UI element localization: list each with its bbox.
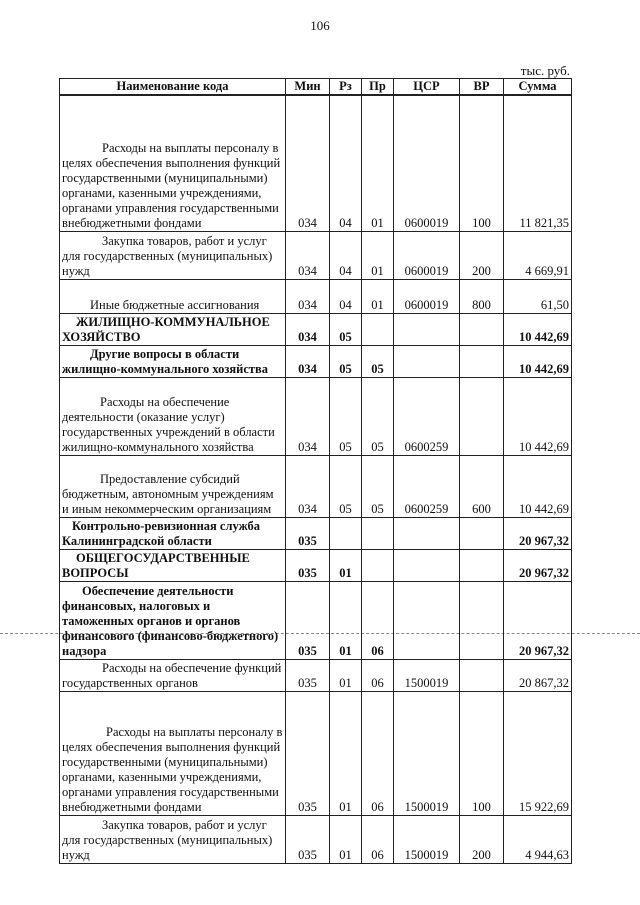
row-rz: 01: [330, 659, 362, 691]
row-vr: [460, 517, 504, 549]
row-rz: 01: [330, 815, 362, 863]
row-rz: 05: [330, 345, 362, 377]
row-min: 034: [286, 313, 330, 345]
row-min: 035: [286, 581, 330, 659]
row-rz: 05: [330, 455, 362, 517]
row-min: 035: [286, 517, 330, 549]
table-row: [60, 659, 572, 691]
row-pr: 06: [362, 659, 394, 691]
row-csr: [394, 345, 460, 377]
table-row: [60, 581, 572, 659]
row-rz: [330, 517, 362, 549]
row-rz: 04: [330, 279, 362, 313]
row-name: Иные бюджетные ассигнования: [60, 279, 286, 313]
row-csr: 0600019: [394, 95, 460, 231]
row-rz: 05: [330, 313, 362, 345]
row-sum: 10 442,69: [504, 377, 572, 455]
row-name: Закупка товаров, работ и услуг для государственных (муниципальных) нужд: [60, 231, 286, 279]
row-sum: 20 867,32: [504, 659, 572, 691]
row-sum: 10 442,69: [504, 313, 572, 345]
row-name: Обеспечение деятельности финансовых, налоговых и таможенных органов и органов финансового (финансово-бюджетного) надзора: [60, 581, 286, 659]
row-pr: 01: [362, 231, 394, 279]
units-label: тыс. руб.: [520, 63, 570, 78]
table-header-row: [60, 79, 572, 96]
table-row: [60, 377, 572, 455]
row-csr: 1500019: [394, 659, 460, 691]
row-sum: 10 442,69: [504, 455, 572, 517]
table-row: [60, 279, 572, 313]
row-name: Контрольно-ревизионная служба Калининградской области: [60, 517, 286, 549]
row-pr: 06: [362, 691, 394, 815]
header-csr: ЦСР: [394, 79, 460, 96]
row-vr: [460, 659, 504, 691]
row-pr: 05: [362, 455, 394, 517]
row-min: 034: [286, 377, 330, 455]
row-vr: 100: [460, 95, 504, 231]
header-name: Наименование кода: [60, 79, 286, 96]
row-min: 035: [286, 815, 330, 863]
row-rz: 01: [330, 549, 362, 581]
row-sum: 11 821,35: [504, 95, 572, 231]
page-number: 106: [310, 18, 330, 33]
row-name: ОБЩЕГОСУДАРСТВЕННЫЕ ВОПРОСЫ: [60, 549, 286, 581]
row-vr: 600: [460, 455, 504, 517]
row-sum: 20 967,32: [504, 517, 572, 549]
table-row: [60, 455, 572, 517]
row-vr: 200: [460, 815, 504, 863]
row-name: ЖИЛИЩНО-КОММУНАЛЬНОЕ ХОЗЯЙСТВО: [60, 313, 286, 345]
row-vr: [460, 377, 504, 455]
row-rz: 05: [330, 377, 362, 455]
row-vr: 100: [460, 691, 504, 815]
header-sum: Сумма: [504, 79, 572, 96]
row-min: 034: [286, 279, 330, 313]
row-vr: [460, 581, 504, 659]
row-pr: [362, 313, 394, 345]
row-vr: [460, 345, 504, 377]
budget-table: [59, 78, 572, 864]
row-vr: [460, 549, 504, 581]
row-min: 035: [286, 549, 330, 581]
row-min: 034: [286, 95, 330, 231]
row-csr: 0600019: [394, 231, 460, 279]
table-row: [60, 549, 572, 581]
row-pr: 05: [362, 377, 394, 455]
table-row: [60, 815, 572, 863]
header-vr: ВР: [460, 79, 504, 96]
row-sum: 61,50: [504, 279, 572, 313]
row-min: 034: [286, 345, 330, 377]
row-name: Расходы на выплаты персоналу в целях обеспечения выполнения функций государственными (муниципальными) органами, казенными учреждениями, органами управления государственными внебюджетными фондами: [60, 691, 286, 815]
row-min: 035: [286, 659, 330, 691]
header-pr: Пр: [362, 79, 394, 96]
row-pr: [362, 549, 394, 581]
row-csr: [394, 313, 460, 345]
row-sum: 4 944,63: [504, 815, 572, 863]
row-pr: 01: [362, 279, 394, 313]
row-min: 034: [286, 455, 330, 517]
row-pr: 06: [362, 815, 394, 863]
row-vr: [460, 313, 504, 345]
header-rz: Рз: [330, 79, 362, 96]
row-pr: 06: [362, 581, 394, 659]
row-name: Расходы на выплаты персоналу в целях обеспечения выполнения функций государственными (муниципальными) органами, казенными учреждениями, органами управления государственными внебюджетными фондами: [60, 95, 286, 231]
row-vr: 200: [460, 231, 504, 279]
row-csr: 1500019: [394, 815, 460, 863]
row-name: Расходы на обеспечение функций государственных органов: [60, 659, 286, 691]
row-rz: 04: [330, 95, 362, 231]
row-csr: 1500019: [394, 691, 460, 815]
table-row: [60, 691, 572, 815]
table-row: [60, 517, 572, 549]
row-csr: 0600259: [394, 455, 460, 517]
row-sum: 20 967,32: [504, 581, 572, 659]
table-row: [60, 313, 572, 345]
table-row: [60, 95, 572, 231]
row-sum: 20 967,32: [504, 549, 572, 581]
row-pr: 05: [362, 345, 394, 377]
row-rz: 04: [330, 231, 362, 279]
row-vr: 800: [460, 279, 504, 313]
row-rz: 01: [330, 691, 362, 815]
header-min: Мин: [286, 79, 330, 96]
row-pr: [362, 517, 394, 549]
row-csr: 0600019: [394, 279, 460, 313]
row-min: 035: [286, 691, 330, 815]
row-csr: [394, 549, 460, 581]
row-sum: 4 669,91: [504, 231, 572, 279]
row-pr: 01: [362, 95, 394, 231]
row-csr: 0600259: [394, 377, 460, 455]
table-row: [60, 345, 572, 377]
table-row: [60, 231, 572, 279]
row-name: Закупка товаров, работ и услуг для государственных (муниципальных) нужд: [60, 815, 286, 863]
row-min: 034: [286, 231, 330, 279]
row-sum: 15 922,69: [504, 691, 572, 815]
row-name: Предоставление субсидий бюджетным, автономным учреждениям и иным некоммерческим организациям: [60, 455, 286, 517]
row-csr: [394, 581, 460, 659]
row-csr: [394, 517, 460, 549]
row-sum: 10 442,69: [504, 345, 572, 377]
row-rz: 01: [330, 581, 362, 659]
row-name: Расходы на обеспечение деятельности (оказание услуг) государственных учреждений в области жилищно-коммунального хозяйства: [60, 377, 286, 455]
row-name: Другие вопросы в области жилищно-коммунального хозяйства: [60, 345, 286, 377]
